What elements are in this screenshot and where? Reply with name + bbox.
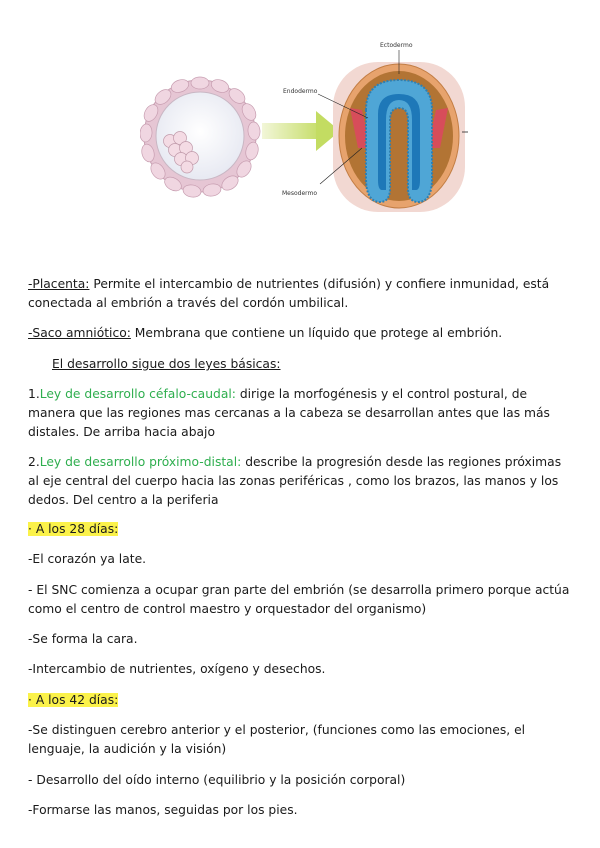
saco-text: Membrana que contiene un líquido que protege al embrión. xyxy=(130,326,503,340)
day42-title xyxy=(28,691,573,710)
placenta-text: Permite el intercambio de nutrientes (difusión) y confiere inmunidad, está conectada al embrión a través del cordón umbilical. xyxy=(28,277,550,310)
law1-number: 1. xyxy=(28,387,40,401)
transition-arrow xyxy=(262,111,340,151)
day28-item-3: -Se forma la cara. xyxy=(28,632,138,646)
blastocyst xyxy=(140,77,261,198)
laws-heading-text: El desarrollo sigue dos leyes básicas: xyxy=(52,357,281,371)
label-endodermo: Endodermo xyxy=(283,88,318,95)
day28-title-text: · A los 28 días: xyxy=(28,522,119,536)
laws-heading xyxy=(28,355,597,374)
label-mesodermo: Mesodermo xyxy=(282,190,318,197)
day28-item-4: -Intercambio de nutrientes, oxígeno y desechos. xyxy=(28,662,326,676)
placenta-paragraph xyxy=(28,275,573,313)
law2-number: 2. xyxy=(28,455,40,469)
day28-item-2: - El SNC comienza a ocupar gran parte del embrión (se desarrolla primero porque actúa como el centro de control maestro y orquestador del organismo) xyxy=(28,583,570,616)
day28-item-1: -El corazón ya late. xyxy=(28,552,147,566)
law2-text: describe la progresión desde las regiones próximas al eje central del cuerpo hacia las zonas periféricas , como los brazos, las manos y los dedos. Del centro a la periferia xyxy=(28,455,562,507)
day42-item-2: - Desarrollo del oído interno (equilibrio y la posición corporal) xyxy=(28,773,406,787)
saco-term: -Saco amniótico: xyxy=(28,326,131,340)
day42-item-1: -Se distinguen cerebro anterior y el posterior, (funciones como las emociones, el lenguaje, la audición y la visión) xyxy=(28,723,526,756)
law2-name: Ley de desarrollo próximo-distal: xyxy=(39,455,242,469)
law1-name: Ley de desarrollo céfalo-caudal: xyxy=(39,387,236,401)
law1-text: dirige la morfogénesis y el control postural, de manera que las regiones mas cercanas a la cabeza se desarrollan antes que las más distales. De arriba hacia abajo xyxy=(28,387,550,439)
law1-paragraph xyxy=(28,385,573,442)
placenta-term: -Placenta: xyxy=(28,277,90,291)
gastrula xyxy=(318,50,468,212)
day42-item-3: -Formarse las manos, seguidas por los pies. xyxy=(28,803,298,817)
day42-title-text: · A los 42 días: xyxy=(28,693,119,707)
label-ectodermo: Ectodermo xyxy=(380,42,413,49)
embryo-illustration xyxy=(140,38,480,218)
law2-paragraph xyxy=(28,453,573,510)
day28-title xyxy=(28,520,573,539)
saco-paragraph xyxy=(28,324,573,343)
